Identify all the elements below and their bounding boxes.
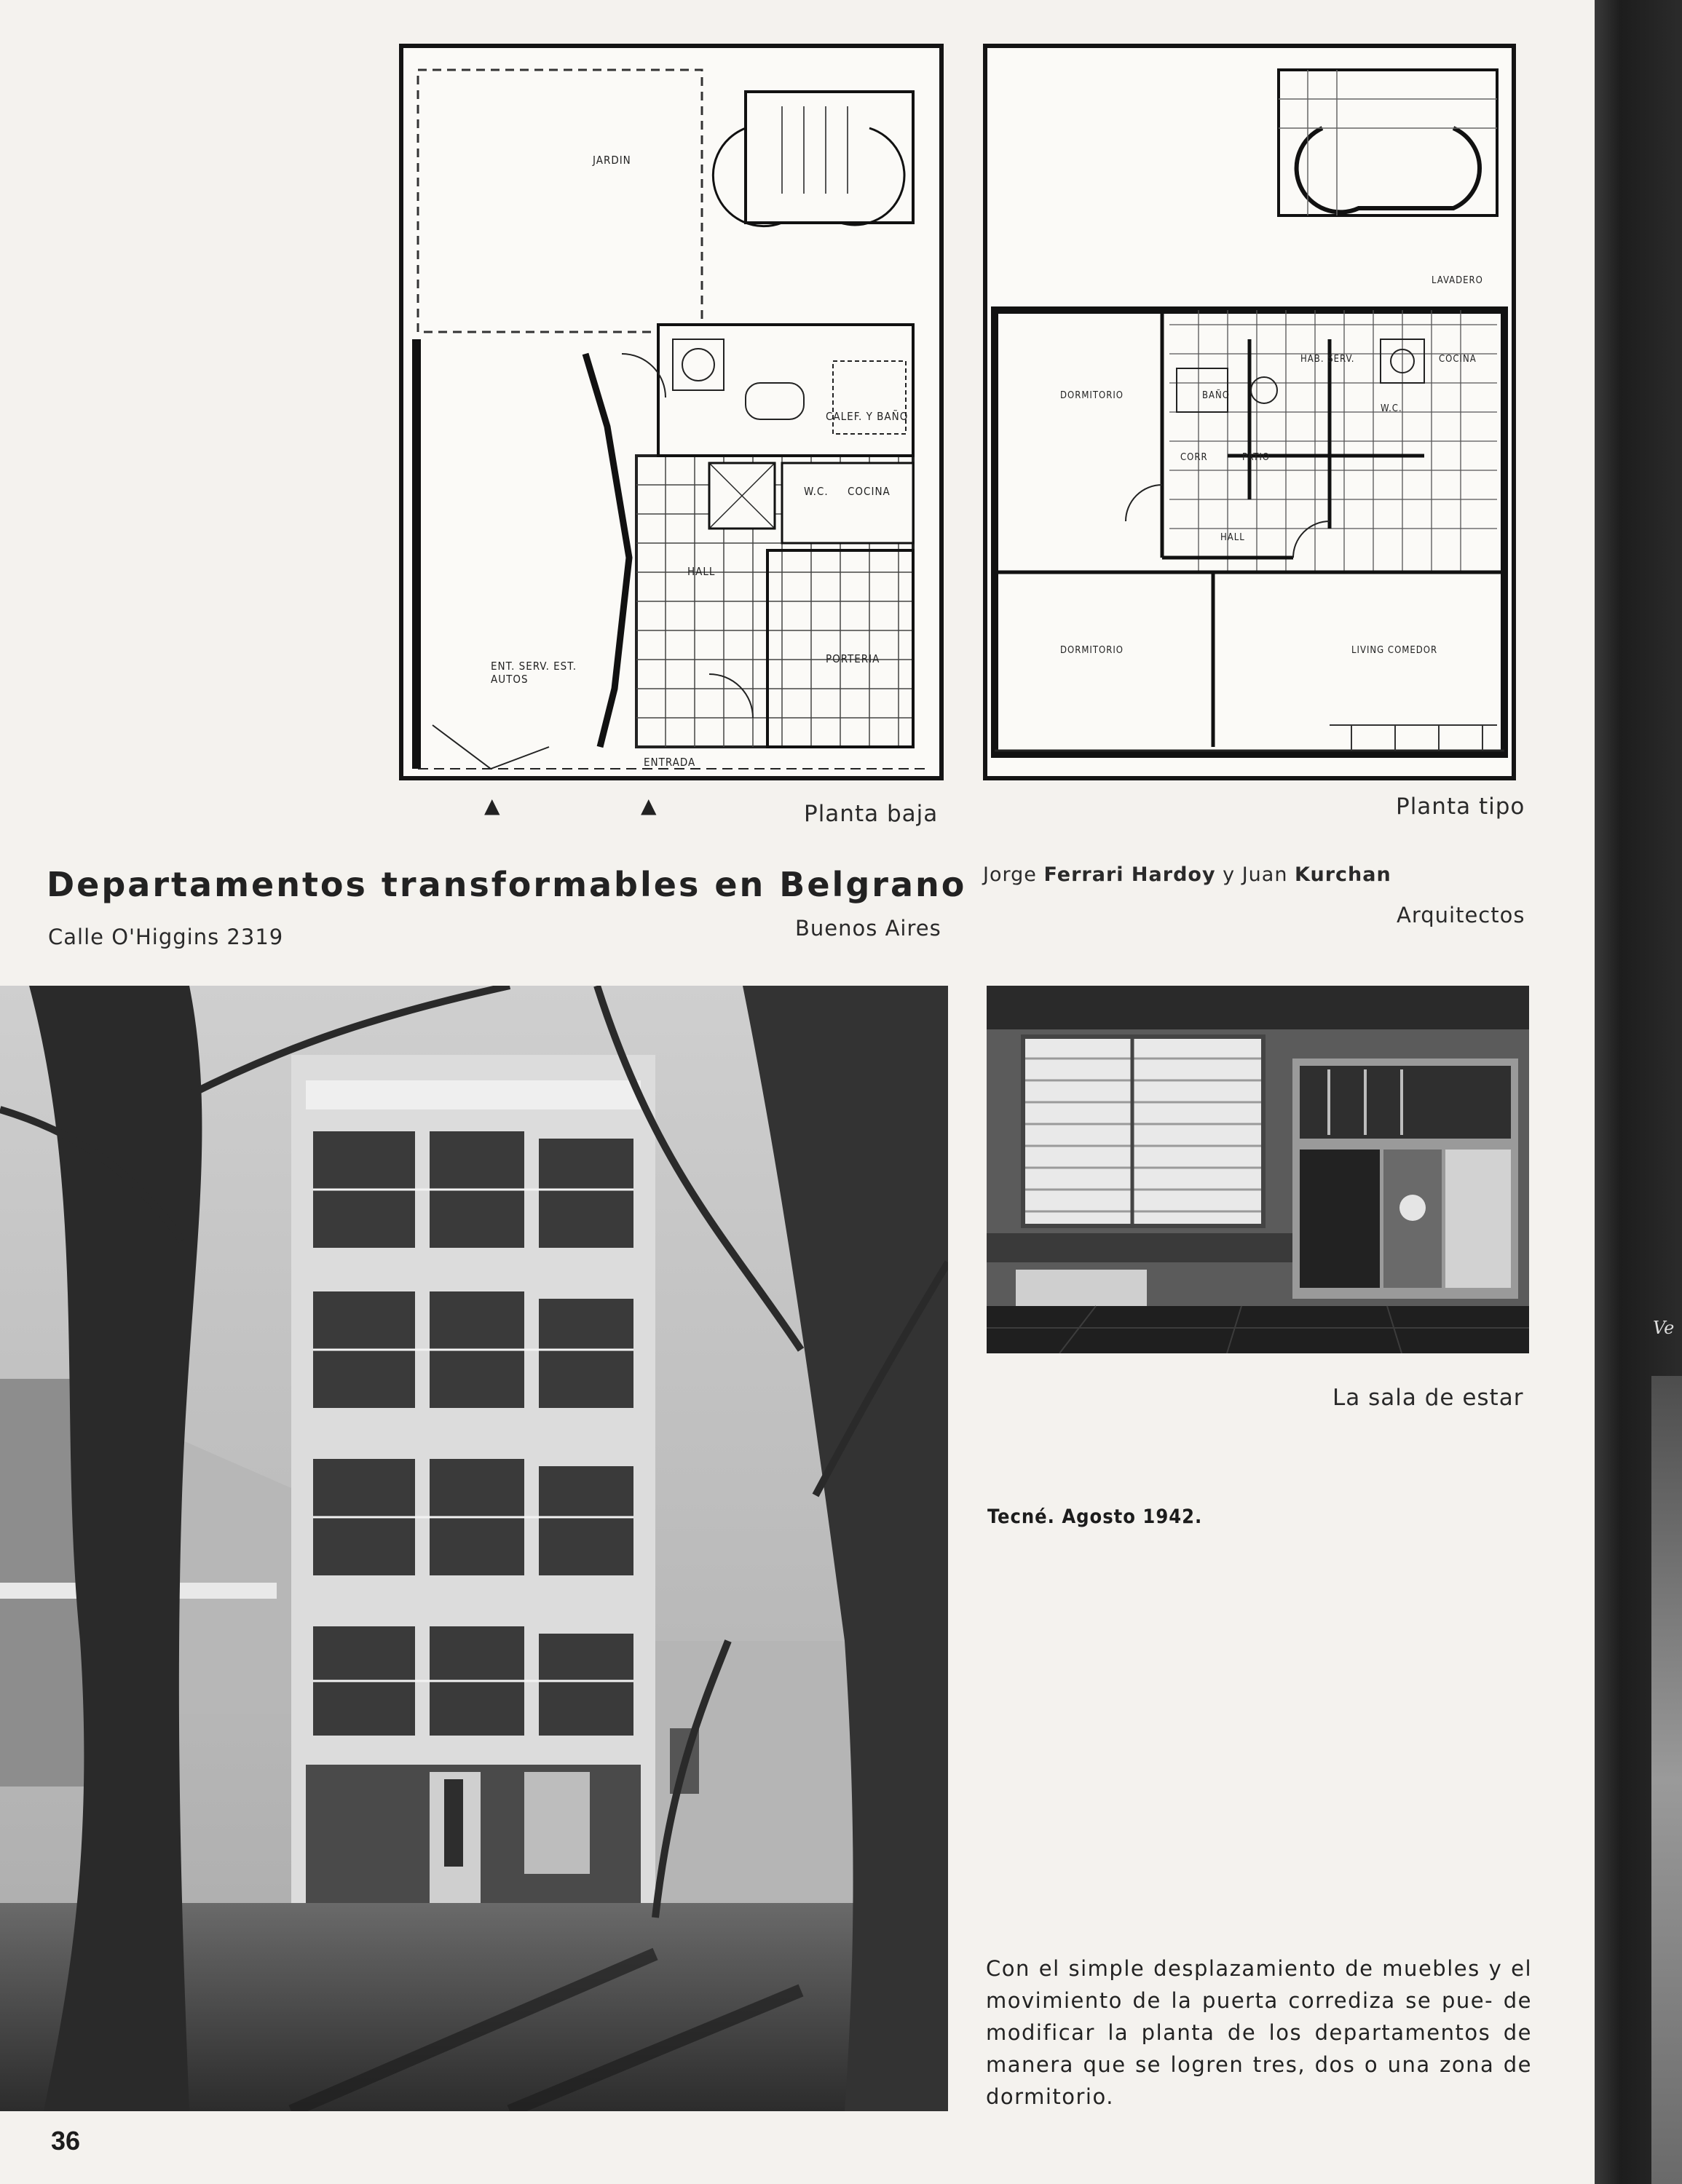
- address: Calle O'Higgins 2319: [48, 925, 284, 949]
- label-wc-typ: W.C.: [1381, 403, 1402, 414]
- interior-photo-graphic: [987, 986, 1529, 1353]
- label-jardin: JARDIN: [593, 154, 631, 167]
- next-page-photo-fragment: [1651, 1376, 1682, 2184]
- label-living: LIVING COMEDOR: [1351, 645, 1438, 656]
- ground-floor-plan: [399, 44, 944, 780]
- city: Buenos Aires: [795, 916, 941, 941]
- credit-first-2: Juan: [1241, 863, 1288, 886]
- label-wc: W.C.: [804, 485, 829, 498]
- label-ent-serv: ENT. SERV. EST. AUTOS: [491, 660, 577, 686]
- label-entrada: ENTRADA: [644, 756, 696, 769]
- page-number: 36: [51, 2126, 81, 2156]
- label-dormitorio-1: DORMITORIO: [1060, 390, 1124, 401]
- exterior-photo-graphic: [0, 986, 948, 2111]
- entrance-arrow-icon: ▲: [641, 794, 657, 818]
- caption-sala-de-estar: La sala de estar: [1332, 1385, 1524, 1411]
- article-title: Departamentos transformables en Belgrano: [47, 865, 967, 904]
- caption-planta-tipo: Planta tipo: [1396, 794, 1525, 820]
- credit-prefix: Jorge: [983, 863, 1037, 886]
- interior-photo: [987, 986, 1529, 1353]
- caption-planta-baja: Planta baja: [804, 801, 939, 827]
- label-patio: PATIO: [1242, 452, 1271, 463]
- label-porteria: PORTERIA: [826, 652, 880, 665]
- label-hab-serv: HAB. SERV.: [1300, 354, 1355, 365]
- typical-floor-plan: [983, 44, 1516, 780]
- credit-conj: y: [1223, 863, 1236, 886]
- label-hall: HALL: [687, 565, 716, 578]
- label-cocina: COCINA: [848, 485, 891, 498]
- architects-credit: [983, 863, 1391, 886]
- next-page-fragment-text: Ve: [1653, 1318, 1675, 1338]
- label-bano: BAÑO: [1202, 390, 1230, 401]
- label-calef: CALEF. Y BAÑO: [826, 410, 909, 423]
- label-corr: CORR: [1180, 452, 1208, 463]
- source-note: Tecné. Agosto 1942.: [987, 1506, 1203, 1528]
- entrance-arrow-icon: ▲: [484, 794, 500, 818]
- body-paragraph: Con el simple desplazamiento de muebles y el movimiento de la puerta corrediza se pue- de modificar la planta de los departamentos de manera que se logren tres, dos o una zona de dormitorio.: [986, 1956, 1532, 2109]
- typical-floor-drawing: [987, 48, 1512, 776]
- label-cocina-typ: COCINA: [1439, 354, 1477, 365]
- label-lavadero: LAVADERO: [1432, 275, 1483, 286]
- exterior-photo: [0, 986, 948, 2111]
- credit-name-2: Kurchan: [1295, 863, 1391, 886]
- label-hall-typ: HALL: [1220, 532, 1245, 543]
- label-dormitorio-2: DORMITORIO: [1060, 645, 1124, 656]
- architects-role: Arquitectos: [1397, 903, 1525, 927]
- credit-name-1: Ferrari Hardoy: [1043, 863, 1216, 886]
